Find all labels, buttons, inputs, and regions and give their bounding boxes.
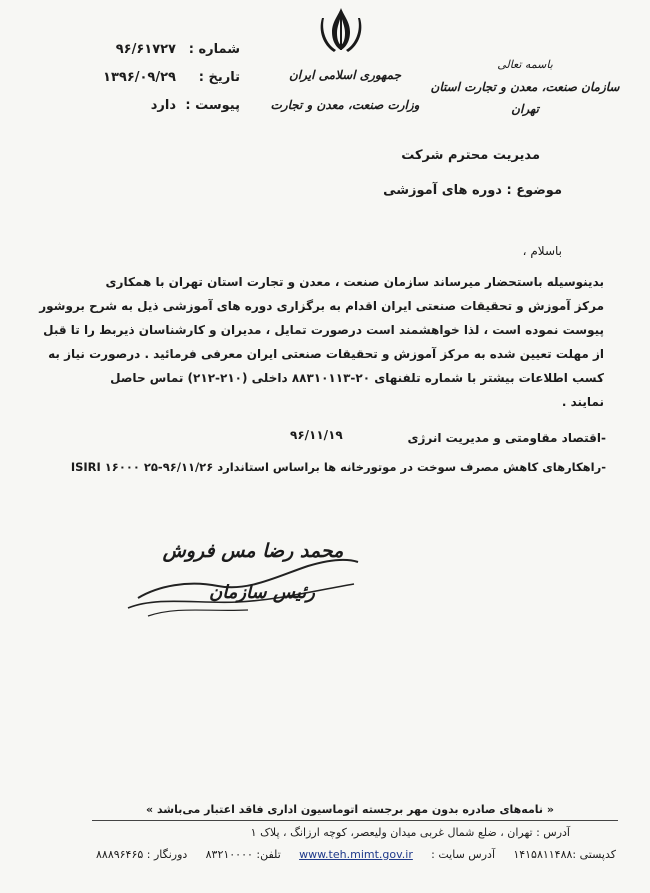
organization-header bbox=[430, 54, 620, 120]
topic-date: ۹۶/۱۱/۱۹ bbox=[290, 428, 343, 442]
footer-notice: « نامه‌های صادره بدون مهر برجسته اتوماسیون اداری فاقد اعتبار می‌باشد » bbox=[146, 803, 554, 816]
phone-number: تلفن: ۸۳۲۱۰۰۰۰ bbox=[205, 848, 281, 861]
body-line: کسب اطلاعات بیشتر با شماره تلفنهای ۲۰-۸۸۳۱۰۱۱۳ داخلی (۲۱۰-۲۱۲) تماس حاصل bbox=[110, 371, 604, 385]
signatory-name: محمد رضا مس فروش bbox=[162, 540, 344, 562]
subject: موضوع : دوره های آموزشی bbox=[383, 183, 562, 198]
attachment-value: دارد bbox=[150, 98, 176, 113]
letter-meta bbox=[70, 36, 240, 120]
ministry-name: وزارت صنعت، معدن و تجارت bbox=[270, 98, 420, 112]
body-line: پیوست نموده است ، لذا خواهشمند است درصورت تمایل ، مدیران و کارشناسان ذیربط را تا قبل bbox=[43, 323, 604, 337]
recipient: مدیریت محترم شرکت bbox=[401, 148, 540, 163]
date-row bbox=[70, 64, 240, 92]
attachment-label: پیوست : bbox=[185, 98, 240, 113]
footer-divider bbox=[92, 820, 618, 821]
postal-code: کدپستی :۱۴۱۵۸۱۱۴۸۸ bbox=[513, 848, 616, 861]
date-value: ۱۳۹۶/۰۹/۲۹ bbox=[103, 70, 176, 85]
iran-emblem-icon bbox=[318, 4, 364, 56]
body-line: مرکز آموزش و تحقیقات صنعتی ایران اقدام به برگزاری دوره های آموزشی ذیل به شرح بروشور bbox=[39, 299, 604, 313]
republic-name: جمهوری اسلامی ایران bbox=[288, 68, 402, 82]
attachment-row bbox=[70, 92, 240, 120]
body-line: بدینوسیله باستحضار میرساند سازمان صنعت ، معدن و تجارت استان تهران با همکاری bbox=[105, 275, 604, 289]
number-row bbox=[70, 36, 240, 64]
basmala: باسمه تعالی bbox=[497, 58, 553, 71]
number-value: ۹۶/۶۱۷۲۷ bbox=[115, 42, 176, 57]
website-label: آدرس سایت : bbox=[431, 848, 495, 861]
footer-address: آدرس : تهران ، ضلع شمال غربی میدان ولیعصر، کوچه ارزانگ ، پلاک ۱ bbox=[250, 826, 570, 839]
number-label: شماره : bbox=[188, 42, 240, 57]
website-link[interactable]: www.teh.mimt.gov.ir bbox=[299, 848, 413, 861]
body-line: نمایند . bbox=[561, 395, 604, 409]
greeting: باسلام ، bbox=[522, 244, 562, 258]
body-line: از مهلت تعیین شده به مرکز آموزش و تحقیقات صنعتی ایران معرفی فرمائید . درصورت نیاز به bbox=[48, 347, 604, 361]
ministry-header bbox=[270, 60, 420, 120]
topic-item: -اقتصاد مقاومتی و مدیریت انرژی bbox=[407, 431, 606, 445]
fax-number: دورنگار : ۸۸۸۹۶۴۶۵ bbox=[96, 848, 188, 861]
letter-body bbox=[39, 270, 604, 414]
organization-name: سازمان صنعت، معدن و تجارت استان تهران bbox=[430, 80, 620, 116]
topic-item: -راهکارهای کاهش مصرف سوخت در موتورخانه ها براساس استاندارد ISIRI ۱۶۰۰۰ ۲۵-۹۶/۱۱/۲۶ bbox=[70, 460, 606, 474]
signatory-title: رئیس سازمان bbox=[209, 582, 315, 603]
footer-contacts bbox=[96, 848, 616, 861]
date-label: تاریخ : bbox=[198, 70, 240, 85]
